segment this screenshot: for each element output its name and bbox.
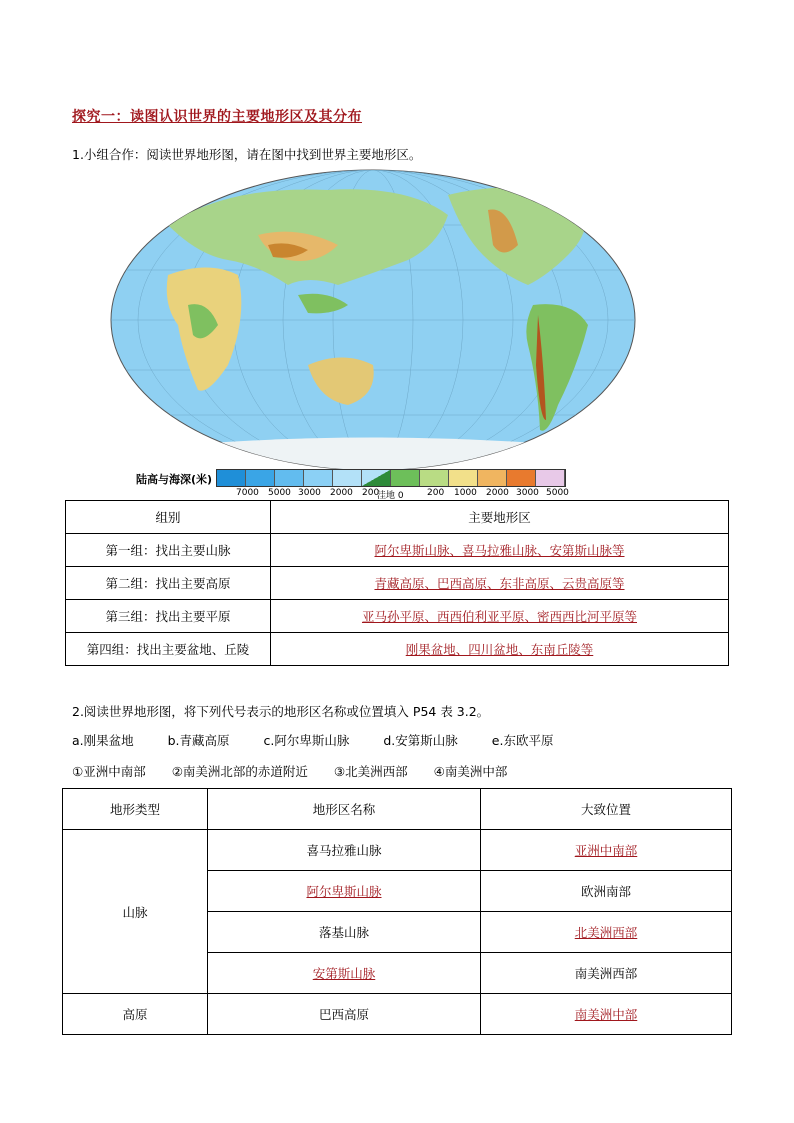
- legend-swatch: [449, 470, 478, 486]
- table-row: [63, 994, 732, 1035]
- name-cell: [208, 953, 481, 994]
- legend-label: 3000: [516, 488, 539, 498]
- location-item: ③北美洲西部: [333, 764, 408, 779]
- answer-cell: [271, 633, 729, 666]
- name-cell: 巴西高原: [208, 994, 481, 1035]
- name-cell: 喜马拉雅山脉: [208, 830, 481, 871]
- group-cell: 第二组：找出主要高原: [66, 567, 271, 600]
- location-list: [72, 762, 529, 780]
- legend-label: 5000: [546, 488, 569, 498]
- legend-swatch: [420, 470, 449, 486]
- option-item: b.青藏高原: [167, 733, 230, 748]
- table-header: 地形类型: [63, 789, 208, 830]
- terrain-table: [62, 788, 732, 1035]
- legend-label: 洼地 0: [377, 491, 404, 501]
- answer-text: 阿尔卑斯山脉、喜马拉雅山脉、安第斯山脉等: [374, 543, 625, 558]
- table-row: [66, 567, 729, 600]
- legend-swatch: [362, 470, 391, 486]
- answer-cell: [271, 600, 729, 633]
- option-item: a.刚果盆地: [72, 733, 134, 748]
- legend-label: 1000: [454, 488, 477, 498]
- legend-label: 7000: [236, 488, 259, 498]
- type-cell: 高原: [63, 994, 208, 1035]
- table-row: [66, 633, 729, 666]
- table-header: 组别: [66, 501, 271, 534]
- option-item: c.阿尔卑斯山脉: [263, 733, 350, 748]
- name-cell: [208, 871, 481, 912]
- legend-label: 5000: [268, 488, 291, 498]
- answer-text: 青藏高原、巴西高原、东非高原、云贵高原等: [374, 576, 625, 591]
- group-task-table: [65, 500, 729, 666]
- legend-swatch: [391, 470, 420, 486]
- legend-label: 200: [427, 488, 445, 498]
- table-header: 地形区名称: [208, 789, 481, 830]
- group-cell: 第四组：找出主要盆地、丘陵: [66, 633, 271, 666]
- location-cell: [481, 830, 732, 871]
- legend-label: 2000: [486, 488, 509, 498]
- answer-text: 北美洲西部: [574, 925, 638, 940]
- legend-label: 200: [362, 488, 380, 498]
- legend-color-bar: [216, 469, 566, 487]
- location-item: ②南美洲北部的赤道附近: [171, 764, 308, 779]
- type-cell: 山脉: [63, 830, 208, 994]
- table-row: [63, 830, 732, 871]
- option-list: [72, 731, 583, 749]
- legend-swatch: [478, 470, 507, 486]
- question-2: 2.阅读世界地形图，将下列代号表示的地形区名称或位置填入 P54 表 3.2。: [72, 704, 490, 719]
- table-row: [66, 534, 729, 567]
- answer-text: 南美洲中部: [574, 1007, 638, 1022]
- option-item: d.安第斯山脉: [383, 733, 458, 748]
- section-title: 探究一：读图认识世界的主要地形区及其分布: [72, 109, 362, 125]
- legend-label: 3000: [298, 488, 321, 498]
- question-1: 1.小组合作：阅读世界地形图，请在图中找到世界主要地形区。: [72, 147, 422, 162]
- legend-title: 陆高与海深(米): [136, 473, 213, 486]
- answer-text: 安第斯山脉: [312, 966, 376, 981]
- location-item: ①亚洲中南部: [72, 764, 146, 779]
- answer-cell: [271, 567, 729, 600]
- group-cell: 第一组：找出主要山脉: [66, 534, 271, 567]
- table-header: 大致位置: [481, 789, 732, 830]
- legend-label: 2000: [330, 488, 353, 498]
- legend-swatch: [246, 470, 275, 486]
- name-cell: 落基山脉: [208, 912, 481, 953]
- table-header: 主要地形区: [271, 501, 729, 534]
- legend-swatch: [217, 470, 246, 486]
- answer-text: 阿尔卑斯山脉: [306, 884, 382, 899]
- answer-text: 亚马孙平原、西西伯利亚平原、密西西比河平原等: [361, 609, 637, 624]
- legend-swatch: [536, 470, 565, 486]
- legend-swatch: [304, 470, 333, 486]
- location-cell: [481, 994, 732, 1035]
- world-terrain-map: [108, 165, 638, 495]
- legend-swatch: [333, 470, 362, 486]
- answer-text: 亚洲中南部: [574, 843, 638, 858]
- legend-swatch: [275, 470, 304, 486]
- group-cell: 第三组：找出主要平原: [66, 600, 271, 633]
- location-cell: 南美洲西部: [481, 953, 732, 994]
- answer-cell: [271, 534, 729, 567]
- table-row: [66, 600, 729, 633]
- option-item: e.东欧平原: [491, 733, 554, 748]
- location-cell: 欧洲南部: [481, 871, 732, 912]
- legend-swatch: [507, 470, 536, 486]
- location-cell: [481, 912, 732, 953]
- answer-text: 刚果盆地、四川盆地、东南丘陵等: [405, 642, 594, 657]
- location-item: ④南美洲中部: [433, 764, 508, 779]
